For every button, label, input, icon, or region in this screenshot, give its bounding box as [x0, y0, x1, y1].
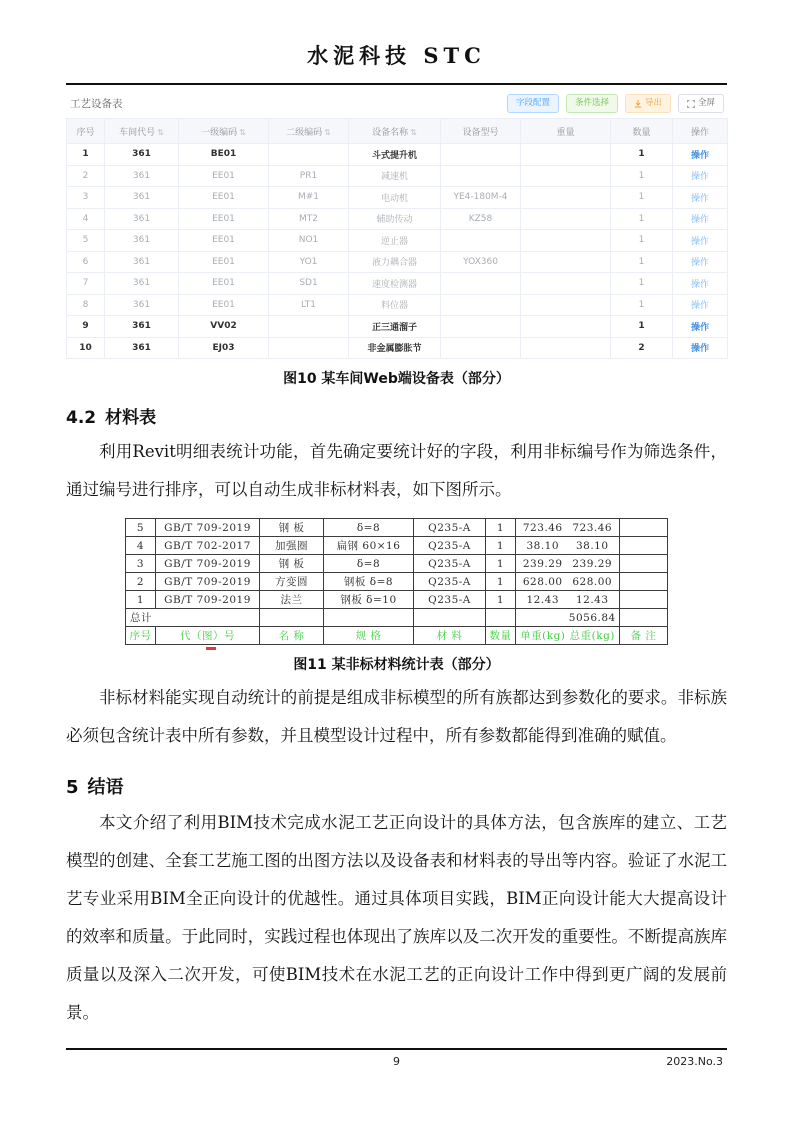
row-action-link[interactable]: 操作 — [690, 279, 709, 290]
material-cell: 钢板 δ=8 — [324, 573, 414, 591]
paragraph-conclusion: 本文介绍了利用BIM技术完成水泥工艺正向设计的具体方法，包含族库的建立、工艺模型的创建、全套工艺施工图的出图方法以及设备表和材料表的导出等内容。验证了水泥工艺专业采用BIM全正向设计的优越性。通过具体项目实践，BIM正向设计能大大提高设计的效率和质量。于此同时，实践过程也体现出了族库以及二次开发的重要性。不断提高族库质量以及深入二次开发，可使BIM技术在水泥工艺的正向设计工作中得到更广阔的发展前景。 — [66, 813, 727, 1022]
material-row — [126, 519, 668, 537]
equipment-cell — [441, 337, 521, 359]
equipment-cell: EE01 — [179, 294, 269, 316]
equipment-cell: EE01 — [179, 187, 269, 209]
equipment-cell: 361 — [105, 208, 179, 230]
equipment-cell — [521, 316, 611, 338]
material-cell: Q235-A — [414, 591, 486, 609]
material-cell: 1 — [486, 573, 516, 591]
equipment-cell — [441, 165, 521, 187]
figure11-caption: 图11 某非标材料统计表（部分） — [293, 657, 500, 673]
row-action-link[interactable]: 操作 — [690, 301, 709, 312]
equipment-toolbar — [66, 92, 727, 118]
unit-weight: 38.10 — [526, 539, 560, 552]
total-weight: 38.10 — [575, 539, 609, 552]
equipment-row — [67, 144, 728, 166]
material-cell: GB/T 709-2019 — [156, 555, 260, 573]
equipment-cell: 1 — [611, 187, 673, 209]
equipment-cell: 1 — [611, 230, 673, 252]
equipment-cell — [521, 337, 611, 359]
section-title: 结语 — [87, 777, 124, 798]
field-config-label: 字段配置 — [515, 98, 550, 109]
material-cell: GB/T 709-2019 — [156, 519, 260, 537]
equipment-action-cell — [673, 187, 728, 209]
equipment-cell: 1 — [611, 251, 673, 273]
equipment-cell — [441, 273, 521, 295]
equipment-cell: EE01 — [179, 230, 269, 252]
equipment-table — [66, 118, 728, 359]
equipment-cell: 1 — [611, 294, 673, 316]
material-weight-cell — [516, 519, 620, 537]
total-weight-cell — [516, 609, 620, 627]
sort-icon[interactable]: ⇅ — [324, 127, 331, 137]
equipment-cell: 1 — [611, 208, 673, 230]
equipment-cell: 料位器 — [349, 294, 441, 316]
equipment-cell: 361 — [105, 251, 179, 273]
unit-weight: 628.00 — [522, 575, 563, 588]
section-heading-4-2 — [66, 403, 727, 428]
column-header[interactable] — [349, 119, 441, 144]
material-note-cell — [620, 519, 668, 537]
equipment-cell: EJ03 — [179, 337, 269, 359]
equipment-cell — [269, 316, 349, 338]
field-config-button[interactable] — [507, 94, 559, 113]
material-cell: 法兰 — [260, 591, 324, 609]
material-row — [126, 591, 668, 609]
equipment-cell: M#1 — [269, 187, 349, 209]
equipment-action-cell — [673, 294, 728, 316]
issue-label: 2023.No.3 — [666, 1055, 723, 1068]
material-header-cell: 规 格 — [324, 627, 414, 645]
total-weight: 239.29 — [572, 557, 613, 570]
material-cell: δ=8 — [324, 519, 414, 537]
equipment-cell — [441, 294, 521, 316]
equipment-cell — [441, 230, 521, 252]
empty-cell — [414, 609, 486, 627]
equipment-cell — [269, 337, 349, 359]
equipment-action-cell — [673, 273, 728, 295]
weight-pair — [518, 540, 617, 552]
row-action-link[interactable]: 操作 — [690, 322, 709, 333]
equipment-cell — [521, 165, 611, 187]
material-cell: 5 — [126, 519, 156, 537]
material-cell: 3 — [126, 555, 156, 573]
equipment-cell: 1 — [611, 144, 673, 166]
grand-total-weight: 5056.84 — [568, 611, 616, 624]
column-header[interactable] — [105, 119, 179, 144]
equipment-cell: 液力耦合器 — [349, 251, 441, 273]
equipment-cell: EE01 — [179, 208, 269, 230]
fullscreen-label: 全屏 — [697, 98, 715, 109]
toolbar-buttons — [507, 94, 724, 113]
equipment-cell — [441, 316, 521, 338]
material-weight-cell — [516, 555, 620, 573]
equipment-cell: 减速机 — [349, 165, 441, 187]
material-cell: Q235-A — [414, 537, 486, 555]
condition-select-button[interactable] — [566, 94, 618, 113]
section-heading-5 — [66, 773, 727, 799]
total-weight: 628.00 — [572, 575, 613, 588]
material-cell: 钢 板 — [260, 555, 324, 573]
row-action-link[interactable]: 操作 — [690, 193, 709, 204]
sort-icon[interactable]: ⇅ — [239, 127, 246, 137]
equipment-cell: 1 — [611, 316, 673, 338]
section-number: 4.2 — [66, 408, 97, 428]
material-weight-cell — [516, 591, 620, 609]
equipment-cell — [521, 273, 611, 295]
material-cell: 4 — [126, 537, 156, 555]
material-cell: 1 — [486, 537, 516, 555]
figure10-caption: 图10 某车间Web端设备表（部分） — [283, 371, 510, 387]
material-cell: Q235-A — [414, 573, 486, 591]
column-label: 重量 — [556, 127, 575, 138]
equipment-cell — [521, 230, 611, 252]
column-header[interactable] — [673, 119, 728, 144]
equipment-cell: 5 — [67, 230, 105, 252]
material-cell: 2 — [126, 573, 156, 591]
equipment-cell: YO1 — [269, 251, 349, 273]
unit-weight: 723.46 — [522, 521, 563, 534]
weight-pair — [518, 558, 617, 570]
equipment-cell: 361 — [105, 144, 179, 166]
material-cell: 加强圈 — [260, 537, 324, 555]
equipment-cell: 7 — [67, 273, 105, 295]
material-note-cell — [620, 573, 668, 591]
equipment-cell: 361 — [105, 337, 179, 359]
equipment-row — [67, 165, 728, 187]
column-header[interactable] — [441, 119, 521, 144]
unit-weight — [518, 612, 568, 624]
material-header-cell: 材 料 — [414, 627, 486, 645]
column-label: 车间代号 — [119, 127, 156, 138]
equipment-cell: 2 — [611, 337, 673, 359]
equipment-cell: 8 — [67, 294, 105, 316]
equipment-cell — [521, 144, 611, 166]
equipment-cell: 斗式提升机 — [349, 144, 441, 166]
equipment-cell: 10 — [67, 337, 105, 359]
material-header-cell: 代（图）号 — [156, 627, 260, 645]
column-label: 一级编码 — [201, 127, 238, 138]
row-action-link[interactable]: 操作 — [690, 236, 709, 247]
equipment-action-cell — [673, 316, 728, 338]
equipment-cell: 逆止器 — [349, 230, 441, 252]
row-action-link[interactable]: 操作 — [690, 150, 709, 161]
export-button[interactable] — [625, 94, 671, 113]
equipment-cell — [521, 251, 611, 273]
equipment-cell: 361 — [105, 187, 179, 209]
page-footer — [66, 1048, 727, 1068]
equipment-action-cell — [673, 208, 728, 230]
material-row — [126, 537, 668, 555]
total-weight: 723.46 — [572, 521, 613, 534]
equipment-cell: NO1 — [269, 230, 349, 252]
material-note-cell — [620, 555, 668, 573]
equipment-cell: 3 — [67, 187, 105, 209]
equipment-row — [67, 273, 728, 295]
equipment-cell — [521, 208, 611, 230]
equipment-cell: MT2 — [269, 208, 349, 230]
equipment-action-cell — [673, 165, 728, 187]
column-label: 设备名称 — [372, 127, 409, 138]
total-weight-header: 总重(kg) — [569, 630, 615, 642]
material-cell: Q235-A — [414, 555, 486, 573]
equipment-row — [67, 337, 728, 359]
equipment-row — [67, 251, 728, 273]
equipment-cell: 1 — [611, 165, 673, 187]
empty-cell — [260, 609, 324, 627]
material-cell: 1 — [486, 519, 516, 537]
row-action-link[interactable]: 操作 — [690, 215, 709, 226]
red-annotation-mark — [206, 647, 216, 650]
material-weight-cell — [516, 573, 620, 591]
equipment-cell: EE01 — [179, 165, 269, 187]
material-table — [125, 518, 668, 645]
material-row — [126, 573, 668, 591]
equipment-cell: BE01 — [179, 144, 269, 166]
equipment-cell: YE4-180M-4 — [441, 187, 521, 209]
sort-icon[interactable]: ⇅ — [410, 127, 417, 137]
equipment-cell: 非金属膨胀节 — [349, 337, 441, 359]
export-icon — [634, 100, 642, 108]
paragraph-materials-intro: 利用Revit明细表统计功能，首先确定要统计好的字段，利用非标编号作为筛选条件，通过编号进行排序，可以自动生成非标材料表，如下图所示。 — [66, 442, 727, 499]
unit-weight: 239.29 — [522, 557, 563, 570]
section-number: 5 — [66, 777, 79, 798]
header-rule — [66, 83, 727, 85]
empty-cell — [324, 609, 414, 627]
column-header[interactable] — [179, 119, 269, 144]
equipment-action-cell — [673, 144, 728, 166]
material-cell: 1 — [486, 591, 516, 609]
equipment-cell — [269, 144, 349, 166]
equipment-row — [67, 208, 728, 230]
column-header[interactable] — [611, 119, 673, 144]
page-number: 9 — [393, 1055, 400, 1068]
equipment-cell — [521, 294, 611, 316]
total-weight: 12.43 — [575, 593, 609, 606]
weight-pair — [518, 612, 617, 624]
paragraph-parametrization: 非标材料能实现自动统计的前提是组成非标模型的所有族都达到参数化的要求。非标族必须包含统计表中所有参数，并且模型设计过程中，所有参数都能得到准确的赋值。 — [66, 688, 727, 745]
material-header-cell: 序号 — [126, 627, 156, 645]
equipment-cell: 9 — [67, 316, 105, 338]
material-header-cell: 名 称 — [260, 627, 324, 645]
equipment-cell: EE01 — [179, 251, 269, 273]
equipment-cell: SD1 — [269, 273, 349, 295]
equipment-cell — [441, 144, 521, 166]
equipment-action-cell — [673, 251, 728, 273]
column-header[interactable] — [521, 119, 611, 144]
weight-pair — [518, 628, 617, 643]
equipment-cell: VV02 — [179, 316, 269, 338]
material-total-row — [126, 609, 668, 627]
equipment-cell: YOX360 — [441, 251, 521, 273]
equipment-row — [67, 294, 728, 316]
equipment-cell: 1 — [67, 144, 105, 166]
equipment-cell: 4 — [67, 208, 105, 230]
material-cell: GB/T 709-2019 — [156, 573, 260, 591]
journal-title: 水泥科技 STC — [307, 43, 486, 68]
equipment-panel — [66, 92, 727, 359]
equipment-cell: 361 — [105, 230, 179, 252]
weight-pair — [518, 522, 617, 534]
material-note-cell — [620, 591, 668, 609]
column-label: 数量 — [632, 127, 651, 138]
equipment-cell: KZ58 — [441, 208, 521, 230]
column-label: 设备型号 — [462, 127, 499, 138]
equipment-cell: 电动机 — [349, 187, 441, 209]
equipment-action-cell — [673, 230, 728, 252]
equipment-row — [67, 316, 728, 338]
equipment-cell: 辅助传动 — [349, 208, 441, 230]
total-label-cell: 总计 — [126, 609, 260, 627]
material-header-cell: 备 注 — [620, 627, 668, 645]
material-cell: 扁钢 60×16 — [324, 537, 414, 555]
equipment-cell: LT1 — [269, 294, 349, 316]
column-header[interactable] — [269, 119, 349, 144]
panel-title: 工艺设备表 — [70, 98, 123, 110]
weight-pair — [518, 576, 617, 588]
row-action-link[interactable]: 操作 — [690, 258, 709, 269]
material-weight-cell — [516, 537, 620, 555]
header-row — [67, 119, 728, 144]
material-cell: 钢板 δ=10 — [324, 591, 414, 609]
equipment-table-head — [67, 119, 728, 144]
fullscreen-icon — [687, 100, 695, 108]
equipment-cell: 361 — [105, 316, 179, 338]
equipment-cell: 2 — [67, 165, 105, 187]
column-header[interactable] — [67, 119, 105, 144]
empty-cell — [620, 609, 668, 627]
equipment-cell: 正三通溜子 — [349, 316, 441, 338]
row-action-link[interactable]: 操作 — [690, 172, 709, 183]
material-header-cell: 数量 — [486, 627, 516, 645]
material-header-row — [126, 627, 668, 645]
equipment-cell: 6 — [67, 251, 105, 273]
unit-weight: 12.43 — [526, 593, 560, 606]
equipment-row — [67, 187, 728, 209]
condition-select-label: 条件选择 — [574, 98, 609, 109]
fullscreen-button[interactable] — [678, 94, 724, 113]
section-title: 材料表 — [105, 408, 157, 428]
weight-pair — [518, 594, 617, 606]
material-table-body — [126, 519, 668, 645]
sort-icon[interactable]: ⇅ — [157, 127, 164, 137]
empty-cell — [486, 609, 516, 627]
equipment-cell: EE01 — [179, 273, 269, 295]
equipment-action-cell — [673, 337, 728, 359]
export-label: 导出 — [644, 98, 662, 109]
equipment-cell: 361 — [105, 273, 179, 295]
column-label: 二级编码 — [286, 127, 323, 138]
material-cell: δ=8 — [324, 555, 414, 573]
material-cell: GB/T 702-2017 — [156, 537, 260, 555]
material-cell: Q235-A — [414, 519, 486, 537]
equipment-row — [67, 230, 728, 252]
material-note-cell — [620, 537, 668, 555]
material-header-weight-cell — [516, 627, 620, 645]
column-label: 操作 — [690, 127, 709, 138]
unit-weight-header: 单重(kg) — [520, 630, 566, 642]
material-cell: 方变圆 — [260, 573, 324, 591]
column-label: 序号 — [76, 127, 95, 138]
equipment-table-body — [67, 144, 728, 359]
equipment-cell: PR1 — [269, 165, 349, 187]
equipment-cell: 361 — [105, 294, 179, 316]
equipment-cell — [521, 187, 611, 209]
equipment-cell: 1 — [611, 273, 673, 295]
material-cell: 1 — [486, 555, 516, 573]
material-cell: GB/T 709-2019 — [156, 591, 260, 609]
material-cell: 钢 板 — [260, 519, 324, 537]
material-row — [126, 555, 668, 573]
equipment-cell: 361 — [105, 165, 179, 187]
material-table-figure — [66, 518, 727, 645]
row-action-link[interactable]: 操作 — [690, 344, 709, 355]
equipment-cell: 速度检测器 — [349, 273, 441, 295]
material-cell: 1 — [126, 591, 156, 609]
